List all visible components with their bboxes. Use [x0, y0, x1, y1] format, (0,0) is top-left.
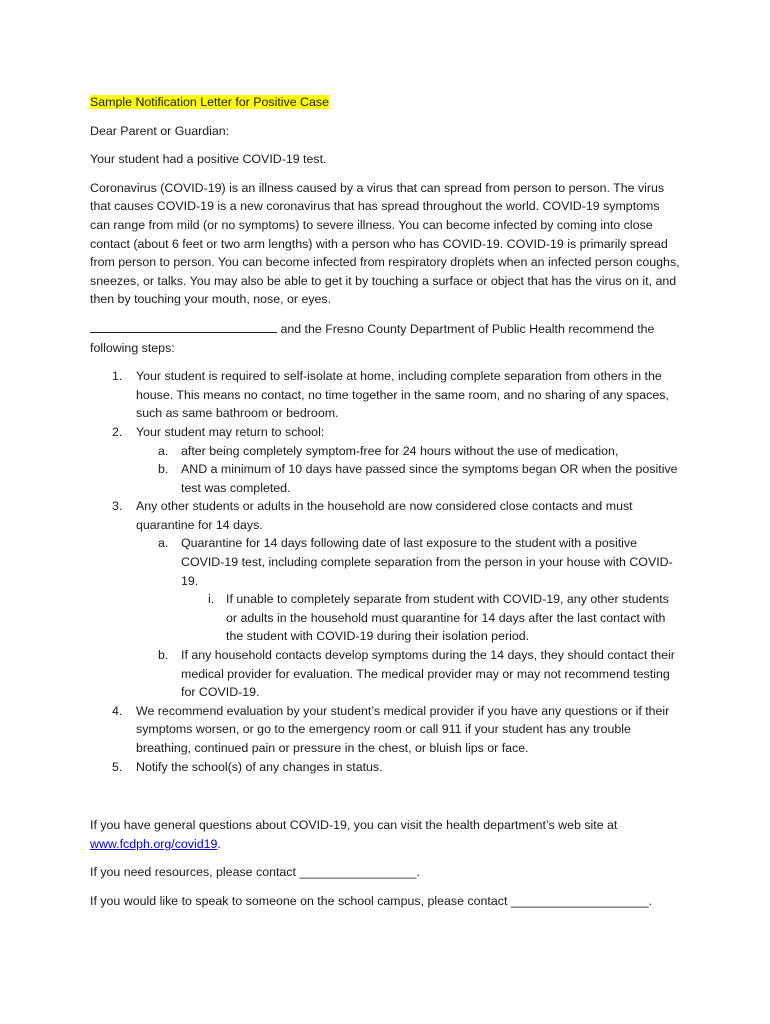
- letter-title-line: [90, 93, 680, 112]
- list-item: [90, 423, 680, 497]
- campus-contact-paragraph: If you would like to speak to someone on the school campus, please contact ____________________.: [90, 893, 653, 908]
- questions-paragraph: [90, 816, 680, 853]
- recommendation-text: and the Fresno County Department of Public Health recommend the following steps:: [90, 321, 655, 355]
- list-text: after being completely symptom-free for 24 hours without the use of medication,: [181, 443, 619, 458]
- list-text: If unable to completely separate from student with COVID-19, any other students or adults in the household must quarantine for 14 days after the last contact with the student with COVID-19 during their isolation period.: [226, 592, 669, 644]
- list-text: AND a minimum of 10 days have passed since the symptoms began OR when the positive test was completed.: [181, 462, 678, 495]
- steps-list: [90, 367, 680, 776]
- list-number: a.: [158, 536, 169, 551]
- list-number: b.: [158, 462, 169, 477]
- list-number: 3.: [112, 499, 123, 514]
- list-number: b.: [158, 648, 169, 663]
- list-text: Your student may return to school:: [136, 424, 325, 439]
- list-item: [90, 702, 680, 758]
- list-number: i.: [208, 592, 215, 607]
- intro-sentence: Your student had a positive COVID-19 test.: [90, 152, 327, 167]
- list-item: [90, 534, 680, 646]
- list-item: [90, 460, 680, 497]
- list-number: a.: [158, 443, 169, 458]
- list-text: If any household contacts develop symptoms during the 14 days, they should contact their medical provider for evaluation. The medical provider may or may not recommend testing for COVID-19.: [181, 648, 675, 700]
- sub-list: [136, 442, 680, 498]
- list-number: 5.: [112, 759, 123, 774]
- list-item: [90, 367, 680, 423]
- list-item: [90, 590, 680, 646]
- list-text: Notify the school(s) of any changes in status.: [136, 759, 383, 774]
- questions-text: If you have general questions about COVID-19, you can visit the health department’s web site at: [90, 818, 618, 833]
- list-text: Quarantine for 14 days following date of last exposure to the student with a positive COVID-19 test, including complete separation from the person in your house with COVID-19.: [181, 536, 673, 588]
- list-item: [90, 497, 680, 702]
- resources-paragraph: If you need resources, please contact _________________.: [90, 865, 420, 880]
- list-item: [90, 442, 680, 461]
- name-blank: [90, 319, 277, 333]
- letter-body: [90, 93, 680, 911]
- fcdph-covid19-link[interactable]: www.fcdph.org/covid19: [90, 836, 218, 851]
- sub-list: [136, 534, 680, 701]
- list-number: 1.: [112, 369, 123, 384]
- questions-end: .: [217, 836, 221, 851]
- list-number: 2.: [112, 424, 123, 439]
- list-text: We recommend evaluation by your student’s medical provider if you have any questions or if their symptoms worsen, or go to the emergency room or call 911 if your student has any trouble breathing, continued pain or pressure in the chest, or bluish lips or face.: [136, 703, 670, 755]
- covid-info-paragraph: Coronavirus (COVID-19) is an illness caused by a virus that can spread from person to person. The virus that causes COVID-19 is a new coronavirus that has spread throughout the world. COVID-19 symptoms can range from mild (or no symptoms) to severe illness. You can become infected by coming into close contact (about 6 feet or two arm lengths) with a person who has COVID-19. COVID-19 is primarily spread from person to person. You can become infected from respiratory droplets when an infected person coughs, sneezes, or talks. You may also be able to get it by touching a surface or object that has the virus on it, and then by touching your mouth, nose, or eyes.: [90, 180, 680, 307]
- list-number: 4.: [112, 703, 123, 718]
- recommendation-intro: [90, 319, 680, 357]
- list-text: Any other students or adults in the household are now considered close contacts and must quarantine for 14 days.: [136, 499, 633, 532]
- salutation: Dear Parent or Guardian:: [90, 123, 230, 138]
- list-item: [90, 758, 680, 777]
- list-text: Your student is required to self-isolate at home, including complete separation from others in the house. This means no contact, no time together in the same room, and no sharing of any spaces, such as same bathroom or bedroom.: [136, 369, 669, 421]
- letter-title: Sample Notification Letter for Positive Case: [90, 95, 329, 109]
- list-item: [90, 646, 680, 702]
- sub-sub-list: [181, 590, 680, 646]
